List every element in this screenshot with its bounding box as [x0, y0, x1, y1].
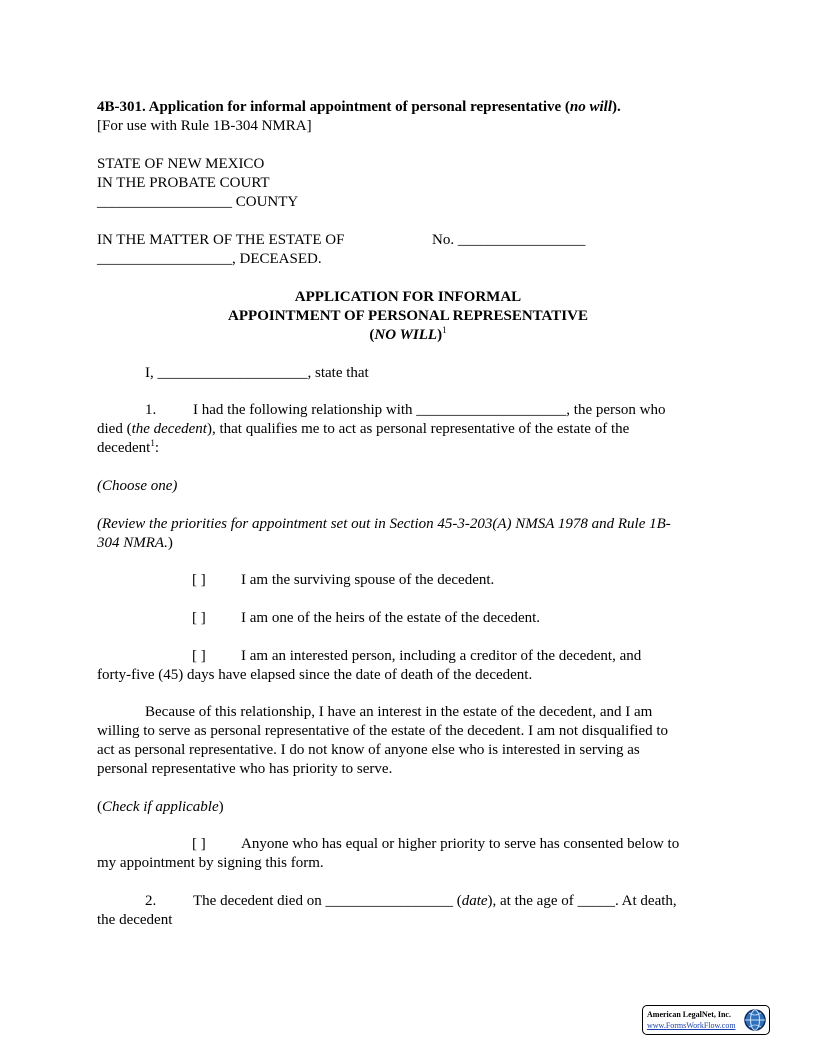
form-title-line2: APPOINTMENT OF PERSONAL REPRESENTATIVE — [228, 308, 588, 324]
because-line2: willing to serve as personal representative of the estate of the decedent. I am not disqualified to — [97, 723, 669, 739]
form-title-line3: (NO WILL)$^1$ — [369, 325, 447, 343]
applicant-statement: I, ____________________, state that — [145, 365, 369, 381]
american-legalnet-logo[interactable] — [642, 1005, 770, 1035]
court-caption: IN THE PROBATE COURT — [97, 175, 270, 191]
because-line4: personal representative who has priority to serve. — [97, 761, 393, 777]
county-line: __________________ COUNTY — [97, 194, 299, 210]
consent-option-label: Anyone who has equal or higher priority to serve has consented below to — [241, 836, 680, 852]
state-caption: STATE OF NEW MEXICO — [97, 156, 265, 172]
interested-person-checkbox[interactable]: [ ] — [192, 648, 206, 664]
form-title-line1: APPLICATION FOR INFORMAL — [294, 289, 522, 305]
review-instruction-line1: (Review the priorities for appointment set out in Section 45-3-203(A) NMSA 1978 and Rule 1B- — [97, 516, 671, 532]
because-line1: Because of this relationship, I have an interest in the estate of the decedent, and I am — [145, 704, 653, 720]
para2-line2: the decedent — [97, 912, 173, 928]
para1-number: 1. — [145, 402, 157, 418]
footnote-marker: 1 — [442, 325, 447, 335]
para2-line1: The decedent died on _________________ (date), at the age of _____. At death, — [193, 893, 677, 909]
choose-one-instruction: (Choose one) — [97, 478, 178, 494]
spouse-option-label: I am the surviving spouse of the decedent. — [241, 572, 495, 588]
globe-icon — [743, 1008, 767, 1032]
logo-url-link[interactable]: www.FormsWorkFlow.com — [647, 1021, 736, 1030]
check-if-applicable: (Check if applicable) — [97, 799, 224, 815]
deceased-line: __________________, DECEASED. — [97, 251, 322, 267]
para1-line1: I had the following relationship with ____________________, the person who — [193, 402, 666, 418]
para1-line2: died (the decedent), that qualifies me to act as personal representative of the estate of the — [97, 421, 630, 437]
para1-line3: decedent$^1$: — [97, 438, 159, 456]
consent-checkbox[interactable]: [ ] — [192, 836, 206, 852]
heir-checkbox[interactable]: [ ] — [192, 610, 206, 626]
spouse-checkbox[interactable]: [ ] — [192, 572, 206, 588]
interested-person-option-label: I am an interested person, including a creditor of the decedent, and — [241, 648, 642, 664]
interested-person-option-continuation: forty-five (45) days have elapsed since the date of death of the decedent. — [97, 667, 533, 683]
para2-number: 2. — [145, 893, 157, 909]
because-line3: act as personal representative. I do not know of anyone else who is interested in serving as — [97, 742, 640, 758]
consent-option-continuation: my appointment by signing this form. — [97, 855, 324, 871]
form-number-title: 4B-301. Application for informal appointment of personal representative (no will). — [97, 99, 621, 115]
heir-option-label: I am one of the heirs of the estate of the decedent. — [241, 610, 541, 626]
case-number-field: No. _________________ — [432, 232, 586, 248]
matter-caption: IN THE MATTER OF THE ESTATE OF — [97, 232, 345, 248]
review-instruction-line2: 304 NMRA.) — [97, 535, 173, 551]
logo-company-name: American LegalNet, Inc. — [647, 1010, 731, 1019]
rule-note: [For use with Rule 1B-304 NMRA] — [97, 118, 312, 134]
